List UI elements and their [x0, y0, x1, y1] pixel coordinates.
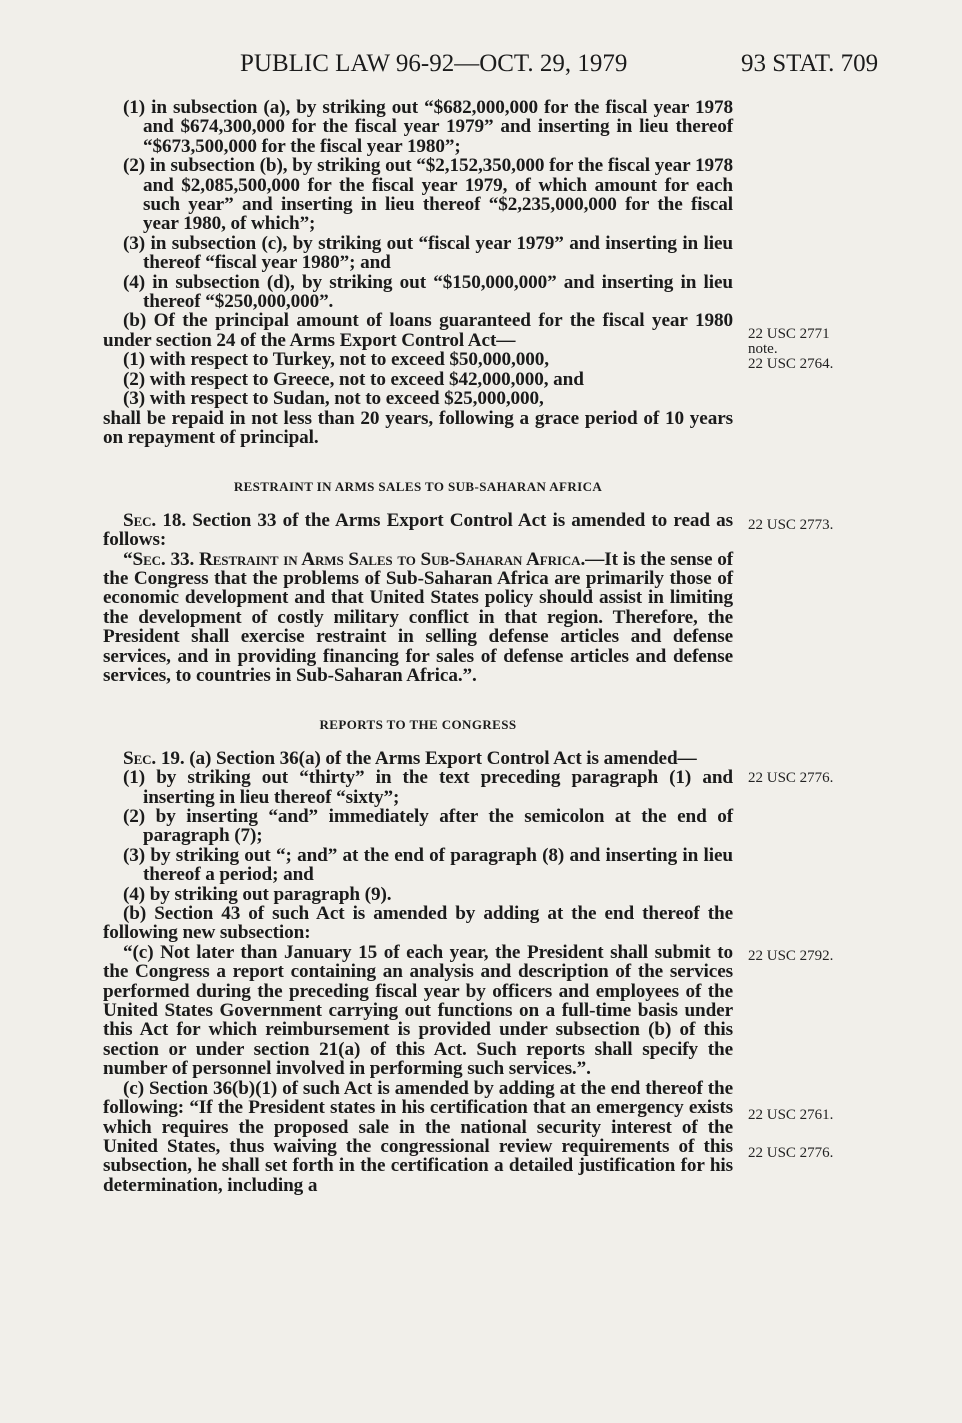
paragraph: shall be repaid in not less than 20 years, following a grace period of 10 years on repayment of principal. — [103, 407, 733, 448]
paragraph: (b) Section 43 of such Act is amended by adding at the end thereof the following new subsection: — [103, 903, 733, 944]
margin-citation: 22 USC 2771 — [748, 326, 830, 342]
paragraph: (3) with respect to Sudan, not to exceed $25,000,000, — [123, 388, 544, 410]
margin-citation: 22 USC 2773. — [748, 517, 834, 533]
section-text: .—It is the sense of the Congress that the problems of Sub-Saharan Africa are primarily those of economic development and that United States policy should assist in limiting the development of costly military conflict in that region. Therefore, the President shall exercise restraint in selling defense articles and defense services, and in providing financing for sales of defense articles and defense services, to countries in Sub-Saharan Africa.”. — [103, 548, 733, 686]
margin-citation: 22 USC 2761. — [748, 1107, 834, 1123]
margin-citation: 22 USC 2776. — [748, 770, 834, 786]
paragraph: (2) by inserting “and” immediately after the semicolon at the end of paragraph (7); — [123, 806, 733, 847]
section-18 — [103, 511, 733, 550]
paragraph: (1) with respect to Turkey, not to exceed $50,000,000, — [123, 349, 549, 371]
paragraph: (c) Section 36(b)(1) of such Act is amended by adding at the end thereof the following: “If the President states in his certification that an emergency exists which requires the proposed sale in the national security interest of the United States, thus waiving the congressional review requirements of this subsection, he shall set forth in the certification a detailed justification for his determination, including a — [103, 1077, 733, 1196]
section-33 — [103, 550, 733, 686]
paragraph: (3) by striking out “; and” at the end of paragraph (8) and inserting in lieu thereof a period; and — [123, 844, 733, 886]
paragraph: “(c) Not later than January 15 of each year, the President shall submit to the Congress a report containing an analysis and description of the services performed during the preceding fiscal year by officers and employees of the United States Government carrying out functions on a full-time basis under this Act for which reimbursement is provided under subsection (b) of this section or under section 21(a) of this Act. Such reports shall specify the number of personnel involved in performing such services.”. — [103, 941, 733, 1080]
paragraph: (2) in subsection (b), by striking out “$2,152,350,000 for the fiscal year 1978 and $2,085,500,000 for the fiscal year 1979, of which amount for each such year” and inserting in lieu thereof “$2,235,000,000 for the fiscal year 1980, of which”; — [123, 155, 733, 235]
margin-citation: note. — [748, 341, 778, 357]
paragraph: (1) in subsection (a), by striking out “$682,000,000 for the fiscal year 1978 and $674,300,000 for the fiscal year 1979” and inserting in lieu thereof “$673,500,000 for the fiscal year 1980”; — [123, 97, 733, 157]
paragraph: (4) by striking out paragraph (9). — [123, 883, 392, 905]
section-19 — [103, 749, 733, 768]
margin-citation: 22 USC 2776. — [748, 1145, 834, 1161]
section-label: Sec. — [132, 548, 166, 570]
section-text: 18. Section 33 of the Arms Export Control Act is amended to read as follows: — [103, 509, 733, 551]
paragraph: (2) with respect to Greece, not to exceed $42,000,000, and — [123, 368, 584, 390]
paragraph: (3) in subsection (c), by striking out “fiscal year 1979” and inserting in lieu thereof “fiscal year 1980”; and — [123, 232, 733, 274]
section-caption: Restraint in Arms Sales to Sub-Saharan Africa — [198, 548, 581, 570]
section-heading: RESTRAINT IN ARMS SALES TO SUB-SAHARAN AFRICA — [233, 479, 603, 495]
section-label: Sec. — [123, 509, 157, 531]
section-text: 19. (a) Section 36(a) of the Arms Export Control Act is amended— — [156, 747, 697, 769]
running-header-title: PUBLIC LAW 96-92—OCT. 29, 1979 — [240, 50, 628, 77]
main-text — [103, 98, 733, 1195]
margin-citation: 22 USC 2792. — [748, 948, 834, 964]
page-number: 93 STAT. 709 — [741, 50, 879, 77]
margin-citation: 22 USC 2764. — [748, 356, 834, 372]
section-heading: REPORTS TO THE CONGRESS — [319, 717, 517, 733]
paragraph: (4) in subsection (d), by striking out “$150,000,000” and inserting in lieu thereof “$250,000,000”. — [123, 271, 733, 313]
section-label: Sec. — [123, 747, 157, 769]
paragraph: (b) Of the principal amount of loans guaranteed for the fiscal year 1980 under section 24 of the Arms Export Control Act— — [103, 310, 733, 351]
section-number: 33. — [165, 548, 199, 570]
open-quote: “ — [123, 548, 133, 570]
paragraph: (1) by striking out “thirty” in the text preceding paragraph (1) and inserting in lieu thereof “sixty”; — [123, 767, 733, 808]
